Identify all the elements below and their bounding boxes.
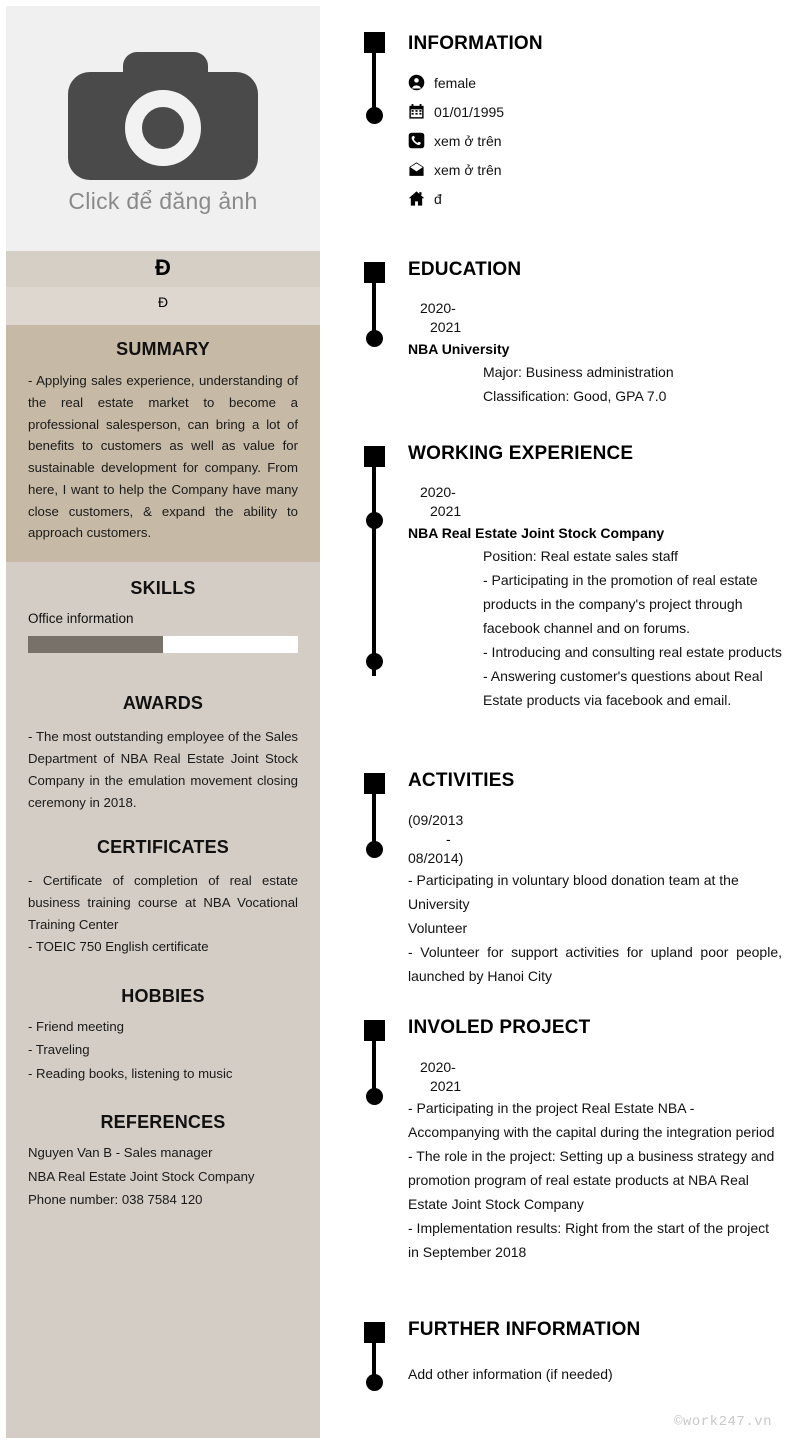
phone-icon — [408, 132, 434, 149]
awards-section — [28, 653, 298, 813]
activities-date-dash: - — [446, 831, 451, 847]
reference-line[interactable]: Phone number: 038 7584 120 — [28, 1192, 203, 1208]
camera-icon — [68, 52, 258, 180]
information-block — [348, 6, 782, 258]
further-information-text[interactable]: Add other information (if needed) — [408, 1366, 613, 1382]
skills-section — [28, 562, 298, 653]
main-column — [320, 0, 800, 1444]
education-school[interactable]: NBA University — [408, 341, 510, 357]
reference-line[interactable]: Nguyen Van B - Sales manager — [28, 1144, 213, 1160]
summary-section — [6, 325, 320, 562]
further-information-block — [348, 1318, 782, 1408]
references-heading: REFERENCES — [100, 1111, 226, 1132]
activities-line-justified[interactable]: - Volunteer for support activities for upland poor people, launched by Hanoi City — [408, 944, 782, 984]
activities-date-open[interactable]: (09/2013 — [408, 812, 464, 828]
work-company[interactable]: NBA Real Estate Joint Stock Company — [408, 525, 665, 541]
activities-line[interactable]: - Participating in voluntary blood donation team at the University — [408, 872, 739, 912]
info-row-birthdate[interactable] — [408, 97, 782, 126]
summary-heading: SUMMARY — [116, 339, 210, 359]
references-section — [28, 1086, 298, 1212]
timeline-dot-icon — [366, 330, 383, 347]
activities-block — [348, 769, 782, 1016]
info-value-phone: xem ở trên — [434, 132, 502, 149]
certificates-text[interactable]: - Certificate of completion of real estate business training course at NBA Vocational Training Center — [28, 873, 298, 932]
work-date-from[interactable]: 2020- — [420, 484, 456, 500]
candidate-job-title[interactable]: Đ — [157, 294, 169, 310]
project-date-from[interactable]: 2020- — [420, 1059, 456, 1075]
timeline-line — [372, 464, 376, 676]
skill-bar-fill-0 — [28, 636, 163, 653]
sidebar-lower — [6, 562, 320, 1438]
timeline-dot-icon — [366, 653, 383, 670]
info-value-email: xem ở trên — [434, 161, 502, 178]
hobby-item[interactable]: - Reading books, listening to music — [28, 1066, 233, 1082]
skill-label-0[interactable]: Office information — [28, 611, 134, 627]
info-row-email[interactable] — [408, 155, 782, 184]
work-detail[interactable]: Position: Real estate sales staff — [483, 548, 679, 564]
education-detail-major[interactable]: Major: Business administration — [483, 364, 674, 380]
work-detail[interactable]: - Answering customer's questions about Real Estate products via facebook and email. — [483, 668, 763, 708]
work-date-to[interactable]: 2021 — [430, 503, 462, 519]
timeline-dot-icon — [366, 107, 383, 124]
timeline-dot-icon — [366, 841, 383, 858]
work-detail[interactable]: - Participating in the promotion of real estate products in the company's project through facebook channel and on forums. — [483, 572, 758, 636]
hobby-item[interactable]: - Traveling — [28, 1042, 90, 1058]
info-row-gender[interactable] — [408, 68, 782, 97]
timeline-dot-icon — [366, 1374, 383, 1391]
watermark: ©work247.vn — [674, 1414, 772, 1430]
summary-text[interactable]: - Applying sales experience, understanding of the real estate market to become a professional salesperson, can bring a lot of benefits to customers as well as value for sustainable development for company. From here, I want to help the Company have many close customers, & expand the ability to approach customers. — [28, 373, 298, 541]
certificates-heading: CERTIFICATES — [96, 837, 230, 858]
working-experience-block — [348, 442, 782, 769]
education-detail-classification[interactable]: Classification: Good, GPA 7.0 — [483, 388, 667, 404]
awards-text[interactable]: - The most outstanding employee of the Sales Department of NBA Real Estate Joint Stock Company in the emulation movement closing ceremony in 2018. — [28, 729, 298, 810]
working-experience-heading: WORKING EXPERIENCE — [408, 443, 634, 464]
education-date-from[interactable]: 2020- — [420, 300, 456, 316]
project-line[interactable]: - Participating in the project Real Estate NBA - Accompanying with the capital during the integration period — [408, 1100, 775, 1140]
sidebar — [0, 0, 320, 1444]
name-band — [6, 251, 320, 287]
project-line[interactable]: - The role in the project: Setting up a business strategy and promotion program of real estate products at NBA Real Estate Joint Stock Company — [408, 1148, 775, 1212]
user-circle-icon — [408, 74, 434, 91]
info-value-birthdate: 01/01/1995 — [434, 103, 505, 120]
calendar-icon — [408, 103, 434, 120]
envelope-icon — [408, 161, 434, 178]
hobbies-section — [28, 958, 298, 1086]
reference-line[interactable]: NBA Real Estate Joint Stock Company — [28, 1168, 255, 1184]
education-heading: EDUCATION — [408, 259, 522, 280]
skill-bar-0[interactable] — [28, 636, 298, 653]
certificates-section — [28, 813, 298, 957]
project-line[interactable]: - Implementation results: Right from the start of the project in September 2018 — [408, 1220, 770, 1260]
info-row-address[interactable] — [408, 184, 782, 213]
timeline-dot-icon — [366, 512, 383, 529]
home-icon — [408, 190, 434, 207]
work-detail[interactable]: - Introducing and consulting real estate products — [483, 644, 782, 660]
job-band — [6, 287, 320, 325]
involved-project-block — [348, 1016, 782, 1318]
activities-line[interactable]: Volunteer — [408, 920, 468, 936]
info-value-gender: female — [434, 74, 477, 91]
information-heading: INFORMATION — [408, 33, 543, 54]
activities-date-close[interactable]: 08/2014) — [408, 850, 464, 866]
info-value-address: đ — [434, 190, 442, 207]
candidate-name[interactable]: Đ — [155, 255, 171, 280]
involved-project-heading: INVOLED PROJECT — [408, 1017, 591, 1038]
certificates-line-2[interactable]: - TOEIC 750 English certificate — [28, 938, 209, 954]
further-information-heading: FURTHER INFORMATION — [408, 1319, 641, 1340]
timeline-dot-icon — [366, 1088, 383, 1105]
project-date-to[interactable]: 2021 — [430, 1078, 462, 1094]
photo-upload-label: Click để đăng ảnh — [68, 188, 258, 214]
activities-heading: ACTIVITIES — [408, 770, 515, 791]
skills-heading: SKILLS — [130, 578, 196, 599]
education-date-to[interactable]: 2021 — [430, 319, 462, 335]
hobby-item[interactable]: - Friend meeting — [28, 1018, 125, 1034]
info-row-phone[interactable] — [408, 126, 782, 155]
hobbies-heading: HOBBIES — [121, 985, 205, 1006]
education-block — [348, 258, 782, 442]
information-list — [408, 68, 782, 213]
awards-heading: AWARDS — [122, 693, 204, 714]
photo-upload-area[interactable] — [6, 6, 320, 251]
